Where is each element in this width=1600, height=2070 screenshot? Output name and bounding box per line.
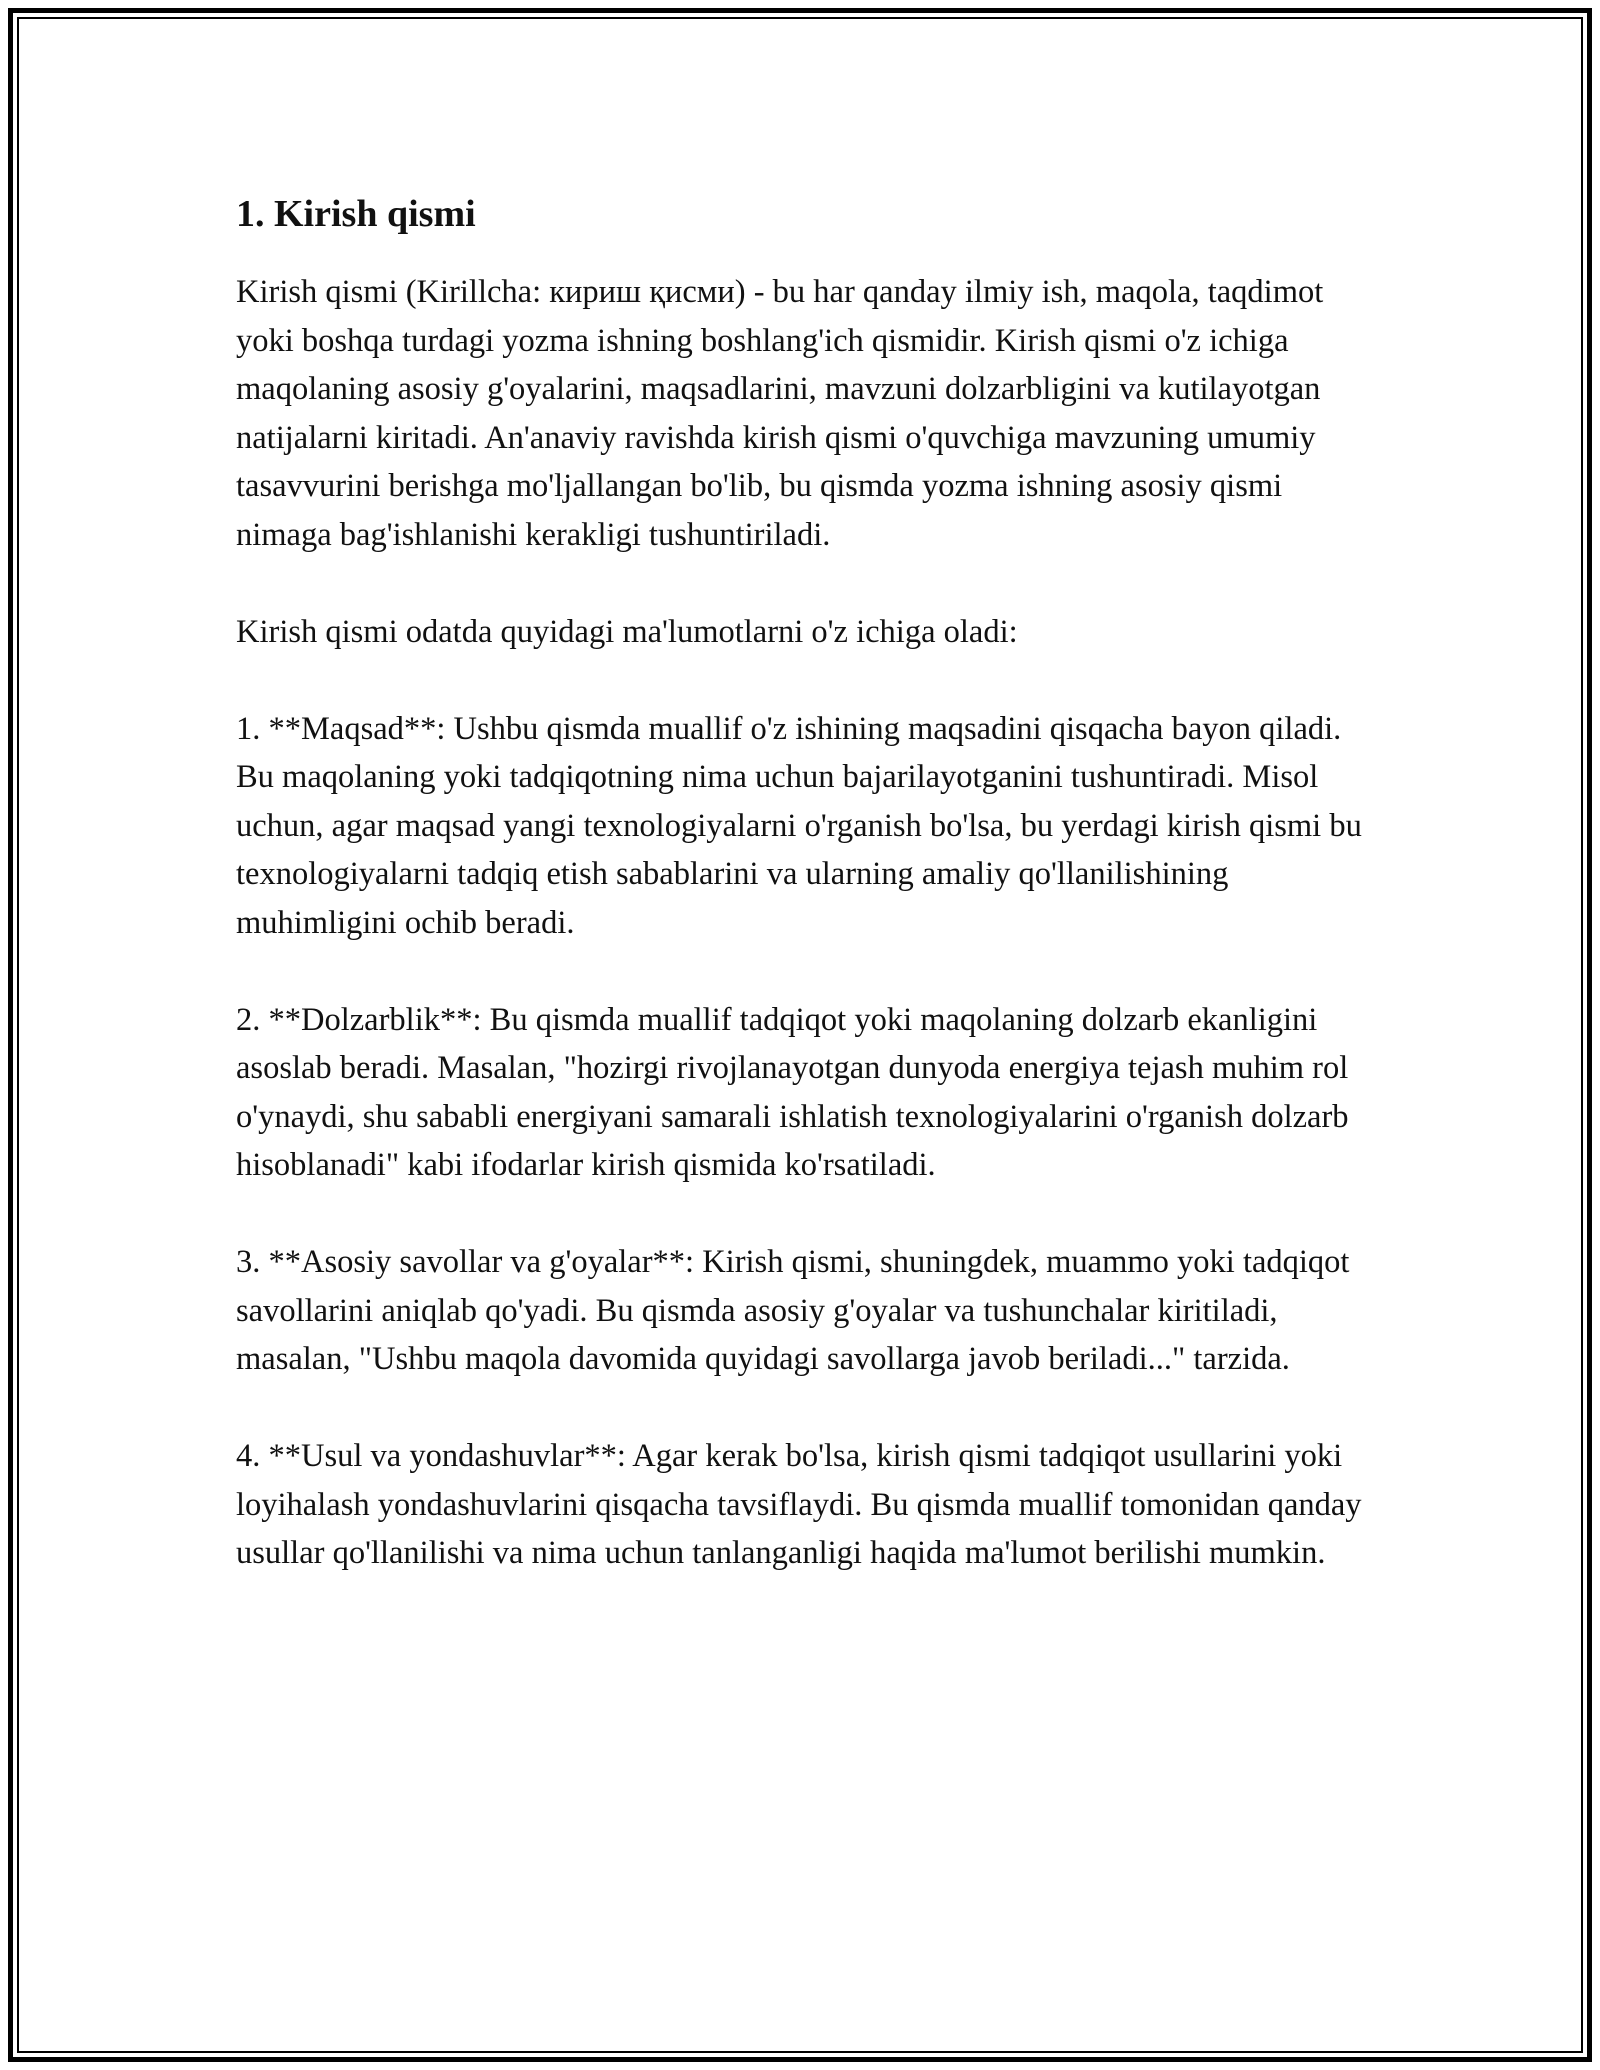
list-item-maqsad: 1. **Maqsad**: Ushbu qismda muallif o'z ishining maqsadini qisqacha bayon qiladi. Bu maqolaning yoki tadqiqotning nima uchun bajarilayotganini tushuntiradi. Misol uchun, agar maqsad yangi texnologiyalarni o'rganish bo'lsa, bu yerdagi kirish qismi bu texnologiyalarni tadqiq etish sabablarini va ularning amaliy qo'llanilishining muhimligini ochib beradi. bbox=[236, 710, 1362, 941]
section-heading: 1. Kirish qismi bbox=[236, 193, 476, 235]
list-item-dolzarblik: 2. **Dolzarblik**: Bu qismda muallif tadqiqot yoki maqolaning dolzarb ekanligini asoslab beradi. Masalan, "hozirgi rivojlanayotgan dunyoda energiya tejash muhim rol o'ynaydi, shu sababli energiyani samarali ishlatish texnologiyalarini o'rganish dolzarb hisoblanadi" kabi ifodarlar kirish qismida ko'rsatiladi. bbox=[236, 1001, 1349, 1183]
document-body bbox=[236, 186, 1366, 1626]
list-item-usul: 4. **Usul va yondashuvlar**: Agar kerak bo'lsa, kirish qismi tadqiqot usullarini yoki loyihalash yondashuvlarini qisqacha tavsiflaydi. Bu qismda muallif tomonidan qanday usullar qo'llanilishi va nima uchun tanlanganligi haqida ma'lumot berilishi mumkin. bbox=[236, 1438, 1362, 1571]
intro-paragraph: Kirish qismi (Kirillcha: кириш қисми) - bu har qanday ilmiy ish, maqola, taqdimot yoki boshqa turdagi yozma ishning boshlang'ich qismidir. Kirish qismi o'z ichiga maqolaning asosiy g'oyalarini, maqsadlarini, mavzuni dolzarbligini va kutilayotgan natijalarni kiritadi. An'anaviy ravishda kirish qismi o'quvchiga mavzuning umumiy tasavvurini berishga mo'ljallangan bo'lib, bu qismda yozma ishning asosiy qismi nimaga bag'ishlanishi kerakligi tushuntiriladi. bbox=[236, 274, 1324, 553]
list-intro-paragraph: Kirish qismi odatda quyidagi ma'lumotlarni o'z ichiga oladi: bbox=[236, 613, 1018, 650]
list-item-asosiy-savollar: 3. **Asosiy savollar va g'oyalar**: Kirish qismi, shuningdek, muammo yoki tadqiqot savollarini aniqlab qo'yadi. Bu qismda asosiy g'oyalar va tushunchalar kiritiladi, masalan, "Ushbu maqola davomida quyidagi savollarga javob beriladi..." tarzida. bbox=[236, 1244, 1350, 1377]
